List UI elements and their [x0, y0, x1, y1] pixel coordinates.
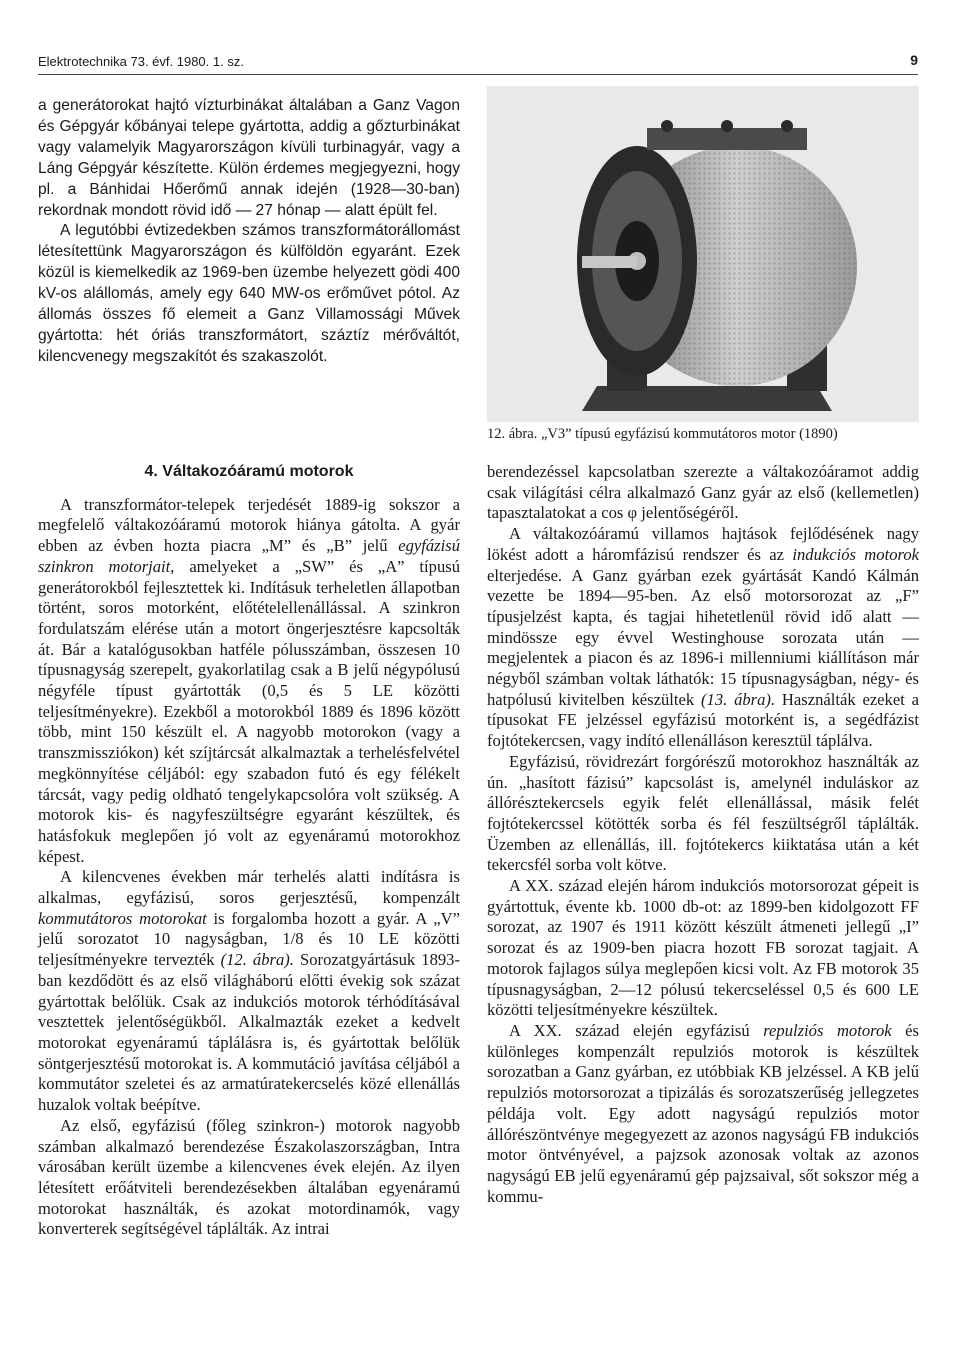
- figure-caption: 12. ábra. „V3” típusú egyfázisú kommutátoros motor (1890): [487, 426, 838, 442]
- figure-reference: (13. ábra).: [701, 689, 776, 709]
- left-column-top: [38, 96, 460, 368]
- paragraph: Az első, egyfázisú (főleg szinkron-) motorok nagyobb számban alkalmazó berendezése Északolaszországban, Intra városában került üzembe a kilencvenes évek elején. Az ilyen létesített erőátviteli berendezésekben általában egyenáramú motorokat használták, és azokat motordinamók, vagy konverterek segítségével táplálták. Az intrai: [38, 1115, 460, 1239]
- paragraph: Egyfázisú, rövidrezárt forgórészű motorokhoz használták az ún. „hasított fázisú” kapcsolást is, amelynél induláskor az állórésztekercsels egyik felét ellenállással, másik felét fojtótekercssel kötötték sorba és fél feszültségről táplálták. Üzemben az ellenállás, ill. fojtótekercs kiiktatása után a két tekercsfél sorba volt kötve.: [487, 751, 919, 875]
- section-title: 4. Váltakozóáramú motorok: [144, 463, 354, 480]
- emphasis: kommutátoros motorokat: [38, 908, 207, 928]
- paragraph: A váltakozóáramú villamos hajtások fejlődésének nagy lökést adott a háromfázisú rendszer és az indukciós motorok elterjedése. A Ganz gyárban ezek gyártását Kandó Kálmán vezette be 1894—95-ben. Az első motorsorozat az „F” típusjelzést kapta, és tagjai hihetetlenül rövid idő alatt — mindössze egy évvel Westinghouse sorozata után — megjelentek a piacon és az 1896-i millenniumi kiállításon már négyből számban voltak láthatók: 15 típusnagyságban, négy- és hatpólusú kivitelben készültek (13. ábra). Használták ezeket a típusokat FE jelzéssel egyfázisú motorként is, a segédfázist fojtótekercsen, vagy indító ellenálláson keresztül táplálva.: [487, 524, 919, 751]
- paragraph: berendezéssel kapcsolatban szerezte a váltakozóáramot addig csak világítási célra alkalmazó Ganz gyár az első (kellemetlen) tapasztalatokat a cos φ jelentőségéről.: [487, 462, 919, 523]
- paragraph: A kilencvenes években már terhelés alatti indításra is alkalmas, egyfázisú, soros gerjesztésű, kompenzált kommutátoros motorokat is forgalomba hozott a gyár. A „V” jelű sorozatot 10 nagyságban, 1/8 és 10 LE közötti teljesítményekre tervezték (12. ábra). Sorozatgyártásuk 1893-ban kezdődött és az első világháború előtti évekig sok százat gyártottak belőlük. Csak az indukciós motorok térhódításával vesztettek jelentőségükből. Alkalmazták ezeket a kedvelt motorokat egyenáramú táplálásra is, és gyártottak belőlük söntgerjesztésű motorokat is. A kommutáció javítása céljából a kommutátor szeletei és az armatúratekercselés közé ellenállás huzalok voltak beépítve.: [38, 867, 460, 1115]
- figure-reference: (12. ábra).: [220, 950, 294, 970]
- paragraph: A transzformátor-telepek terjedését 1889-ig sokszor a megfelelő váltakozóáramú motorok hiánya gátolta. A gyár ebben az évben hozta piacra „M” és „B” jelű egyfázisú szinkron motorjait, amelyeket a „SW” és „A” típusú generátorokból fejlesztettek ki. Indításuk terheletlen állapotban történt, soros motorként, előtételellenállással. A szinkron fordulatszám elérése után a motort öngerjesztésre kapcsolták át. Bár a katalógusokban hatféle pólusszámban, összesen 10 típusnagyság szerepelt, gyakorlatilag csak a B jelű négypólusú négyféle típust gyártották (0,5 és 5 LE közötti teljesítményekre). Ezekből a motorokból 1889 és 1896 között több, mint 150 készült el. A nagyobb motorokon (vagy a transzmissziókon) két szíjtárcsát alkalmaztak a terhelésfelvétel megkönnyítése céljából: egy szabadon futó és egy félékelt tárcsát, vagy pedig oldható tengelykapcsolóra volt szükség. A motorok kis- és nagyfeszültségre egyaránt készültek, és hatásfokuk meglepően jó volt az egyenáramú motorokhoz képest.: [38, 494, 460, 866]
- emphasis: repulziós motorok: [763, 1020, 892, 1040]
- right-column: [487, 462, 919, 1207]
- paragraph: A XX. század elején három indukciós motorsorozat gépeit is gyártottuk, évente kb. 1000 db-ot: az 1899-ben kidolgozott FF sorozat, az 1907 és 1911 között készült átmeneti jellegű „I” sorozat és az 1909-ben piacra hozott FB sorozat tagjait. A motorok fajlagos súlya meglepően kicsi volt. Az FB motorok 35 típusnagyságban, 2—12 pólusú tekercseléssel 0,5 és 600 LE közötti teljesítményekre készültek.: [487, 876, 919, 1020]
- paragraph: A XX. század elején egyfázisú repulziós motorok és különleges kompenzált repulziós motorok is készültek sorozatban a Ganz gyárban, ez utóbbiak KB jelzéssel. A KB jelű repulziós motorsorozat a tipizálás és sorozatszerűség jellegzetes példája volt. Egy adott nagyságú repulziós motor állórészöntvénye megegyezett az azonos nagyságú FB indukciós motor öntvényével, a pajzsok azonosak voltak az azonos nagyságú EB jelű egyenáramú gép pajzsaival, sőt sokszor még a kommu-: [487, 1020, 919, 1206]
- motor-photograph: [487, 86, 919, 422]
- paragraph: A legutóbbi évtizedekben számos transzformátorállomást létesítettünk Magyarországon és külföldön egyaránt. Ezek közül is kiemelkedik az 1969-ben üzembe helyezett gödi 400 kV-os alállomás, amely egy 640 MW-os erőművet pótol. Az állomás összes fő elemeit a Ganz Villamossági Művek gyártotta: hét óriás transzformátort, száztíz mérőváltót, kilencvenegy megszakítót és szakaszolót.: [38, 222, 460, 365]
- left-column-bottom: [38, 462, 460, 1240]
- paragraph: a generátorokat hajtó vízturbinákat általában a Ganz Vagon és Gépgyár kőbányai telepe gyártotta, addig a gőzturbinákat vagy valamelyik Magyarországon kívüli turbinagyár, vagy a Láng Gépgyár készítette. Külön érdemes megjegyezni, hogy pl. a Bánhidai Hőerőmű annak idején (1928—30-ban) rekordnak mondott rövid idő — 27 hónap — alatt épült fel.: [38, 97, 460, 219]
- journal-title: Elektrotechnika 73. évf. 1980. 1. sz.: [38, 54, 244, 69]
- emphasis: egyfázisú szinkron motorjait,: [38, 536, 460, 576]
- page-number: 9: [910, 52, 918, 68]
- running-header: [38, 50, 918, 75]
- emphasis: indukciós motorok: [792, 544, 919, 564]
